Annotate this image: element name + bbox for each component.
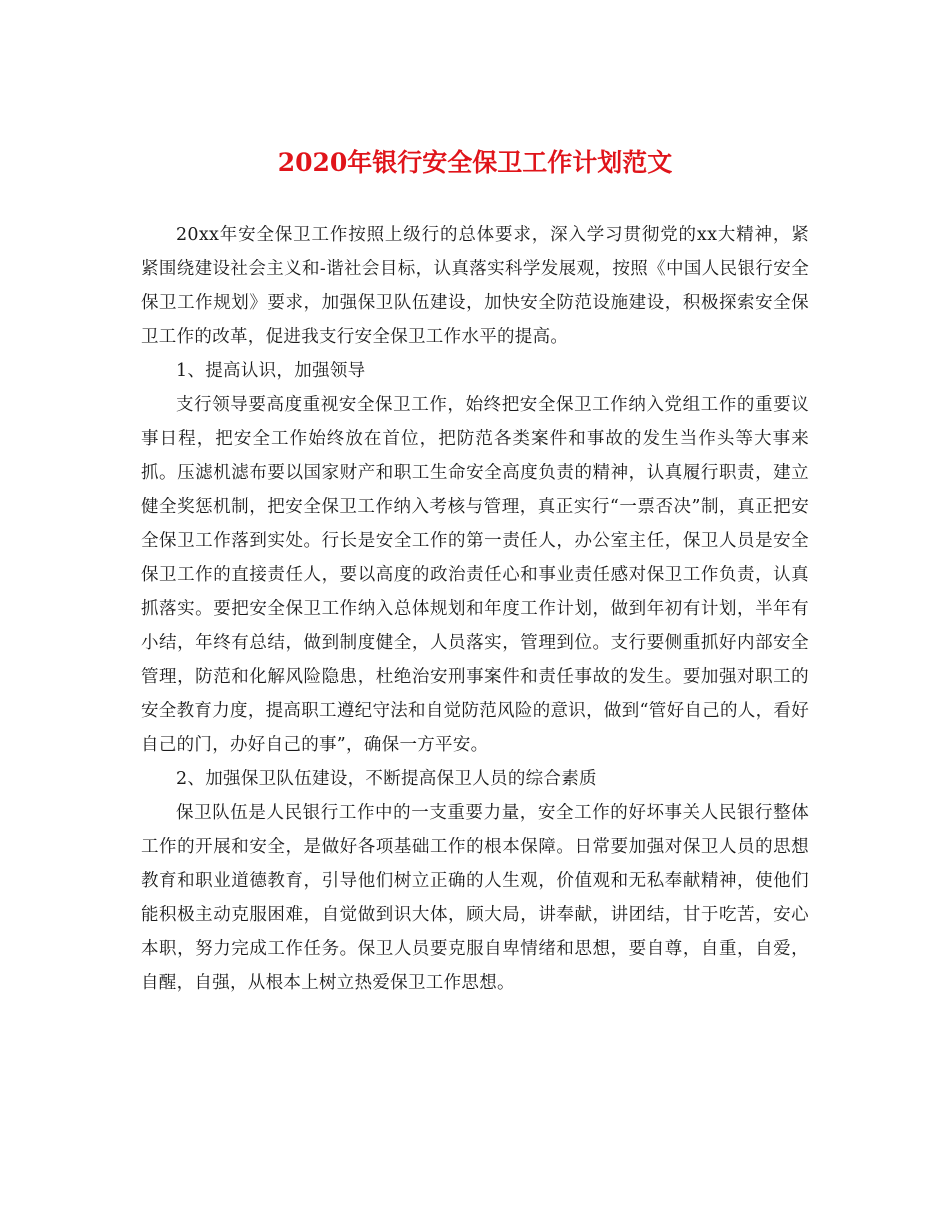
- intro-paragraph: 20xx年安全保卫工作按照上级行的总体要求，深入学习贯彻党的xx大精神，紧紧围绕建设社会主义和-谐社会目标，认真落实科学发展观，按照《中国人民银行安全保卫工作规划》要求，加强保卫队伍建设，加快安全防范设施建设，积极探索安全保卫工作的改革，促进我支行安全保卫工作水平的提高。: [141, 225, 809, 347]
- document-title: 2020年银行安全保卫工作计划范文: [277, 148, 673, 177]
- document-body: [141, 218, 809, 1000]
- section-1-paragraph: 支行领导要高度重视安全保卫工作，始终把安全保卫工作纳入党组工作的重要议事日程，把安全工作始终放在首位，把防范各类案件和事故的发生当作头等大事来抓。压滤机滤布要以国家财产和职工生命安全高度负责的精神，认真履行职责，建立健全奖惩机制，把安全保卫工作纳入考核与管理，真正实行“一票否决”制，真正把安全保卫工作落到实处。行长是安全工作的第一责任人，办公室主任，保卫人员是安全保卫工作的直接责任人，要以高度的政治责任心和事业责任感对保卫工作负责，认真抓落实。要把安全保卫工作纳入总体规划和年度工作计划，做到年初有计划，半年有小结，年终有总结，做到制度健全，人员落实，管理到位。支行要侧重抓好内部安全管理，防范和化解风险隐患，杜绝治安刑事案件和责任事故的发生。要加强对职工的安全教育力度，提高职工遵纪守法和自觉防范风险的意识，做到“管好自己的人，看好自己的门，办好自己的事”，确保一方平安。: [141, 395, 809, 755]
- section-2-heading: 2、加强保卫队伍建设，不断提高保卫人员的综合素质: [176, 769, 597, 789]
- section-2-paragraph: 保卫队伍是人民银行工作中的一支重要力量，安全工作的好坏事关人民银行整体工作的开展和安全，是做好各项基础工作的根本保障。日常要加强对保卫人员的思想教育和职业道德教育，引导他们树立正确的人生观，价值观和无私奉献精神，使他们能积极主动克服困难，自觉做到识大体，顾大局，讲奉献，讲团结，甘于吃苦，安心本职，努力完成工作任务。保卫人员要克服自卑情绪和思想，要自尊，自重，自爱，自醒，自强，从根本上树立热爱保卫工作思想。: [141, 803, 809, 993]
- section-1-heading: 1、提高认识，加强领导: [176, 361, 366, 381]
